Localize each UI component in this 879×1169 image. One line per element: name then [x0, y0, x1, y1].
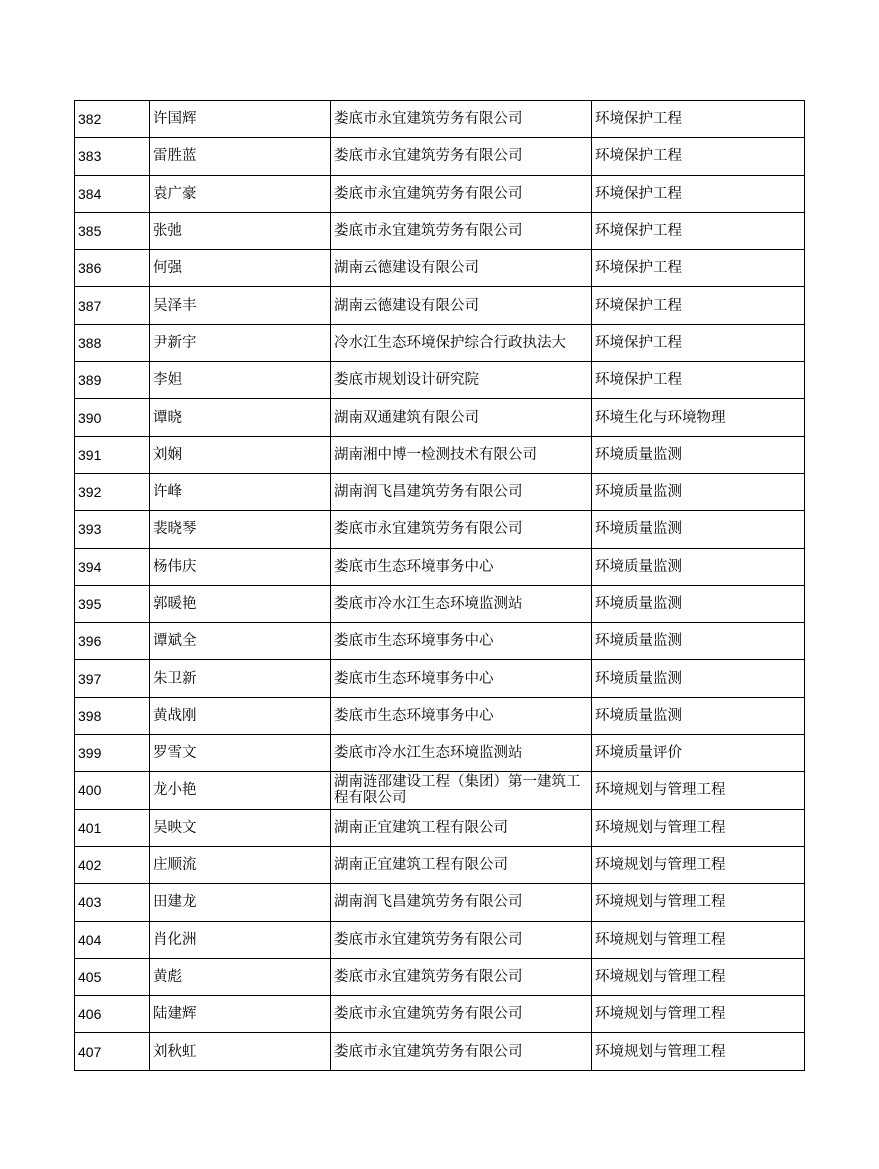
major-cell: 环境规划与管理工程	[592, 958, 805, 995]
row-number-cell: 392	[75, 473, 150, 510]
organization-cell: 娄底市永宜建筑劳务有限公司	[331, 101, 592, 138]
major-cell: 环境规划与管理工程	[592, 921, 805, 958]
organization-cell: 娄底市永宜建筑劳务有限公司	[331, 921, 592, 958]
name-cell: 吴泽丰	[150, 287, 331, 324]
major-cell: 环境保护工程	[592, 250, 805, 287]
major-cell: 环境质量监测	[592, 585, 805, 622]
organization-cell: 冷水江生态环境保护综合行政执法大	[331, 324, 592, 361]
roster-table	[74, 100, 805, 1071]
name-cell: 尹新宇	[150, 324, 331, 361]
row-number-cell: 398	[75, 697, 150, 734]
major-cell: 环境规划与管理工程	[592, 809, 805, 846]
major-cell: 环境生化与环境物理	[592, 399, 805, 436]
organization-cell: 娄底市永宜建筑劳务有限公司	[331, 175, 592, 212]
major-cell: 环境规划与管理工程	[592, 772, 805, 809]
organization-cell: 娄底市冷水江生态环境监测站	[331, 735, 592, 772]
name-cell: 刘秋虹	[150, 1033, 331, 1070]
table-row	[75, 362, 805, 399]
row-number-cell: 389	[75, 362, 150, 399]
organization-cell: 湖南润飞昌建筑劳务有限公司	[331, 473, 592, 510]
major-cell: 环境质量监测	[592, 436, 805, 473]
organization-cell: 湖南双通建筑有限公司	[331, 399, 592, 436]
name-cell: 罗雪文	[150, 735, 331, 772]
table-row	[75, 436, 805, 473]
major-cell: 环境规划与管理工程	[592, 846, 805, 883]
organization-cell: 娄底市生态环境事务中心	[331, 623, 592, 660]
table-row	[75, 697, 805, 734]
table-row	[75, 884, 805, 921]
major-cell: 环境质量监测	[592, 548, 805, 585]
name-cell: 谭晓	[150, 399, 331, 436]
row-number-cell: 407	[75, 1033, 150, 1070]
table-row	[75, 250, 805, 287]
table-row	[75, 996, 805, 1033]
name-cell: 许国辉	[150, 101, 331, 138]
organization-cell: 娄底市冷水江生态环境监测站	[331, 585, 592, 622]
name-cell: 郭暖艳	[150, 585, 331, 622]
table-row	[75, 921, 805, 958]
row-number-cell: 394	[75, 548, 150, 585]
row-number-cell: 385	[75, 212, 150, 249]
name-cell: 庄顺流	[150, 846, 331, 883]
organization-cell: 娄底市永宜建筑劳务有限公司	[331, 958, 592, 995]
table-row	[75, 138, 805, 175]
organization-cell: 湖南湘中博一检测技术有限公司	[331, 436, 592, 473]
row-number-cell: 399	[75, 735, 150, 772]
table-row	[75, 175, 805, 212]
major-cell: 环境质量监测	[592, 623, 805, 660]
row-number-cell: 401	[75, 809, 150, 846]
organization-cell: 湖南正宜建筑工程有限公司	[331, 809, 592, 846]
major-cell: 环境保护工程	[592, 175, 805, 212]
organization-cell: 湖南润飞昌建筑劳务有限公司	[331, 884, 592, 921]
table-row	[75, 958, 805, 995]
organization-cell: 娄底市生态环境事务中心	[331, 548, 592, 585]
row-number-cell: 396	[75, 623, 150, 660]
organization-cell: 娄底市永宜建筑劳务有限公司	[331, 511, 592, 548]
name-cell: 田建龙	[150, 884, 331, 921]
name-cell: 朱卫新	[150, 660, 331, 697]
table-row	[75, 660, 805, 697]
table-row	[75, 473, 805, 510]
name-cell: 张弛	[150, 212, 331, 249]
major-cell: 环境保护工程	[592, 324, 805, 361]
organization-cell: 娄底市规划设计研究院	[331, 362, 592, 399]
table-row	[75, 735, 805, 772]
name-cell: 裴晓琴	[150, 511, 331, 548]
major-cell: 环境保护工程	[592, 212, 805, 249]
table-row	[75, 287, 805, 324]
organization-cell: 娄底市永宜建筑劳务有限公司	[331, 1033, 592, 1070]
name-cell: 吴映文	[150, 809, 331, 846]
name-cell: 何强	[150, 250, 331, 287]
row-number-cell: 395	[75, 585, 150, 622]
name-cell: 肖化洲	[150, 921, 331, 958]
organization-cell: 娄底市永宜建筑劳务有限公司	[331, 996, 592, 1033]
row-number-cell: 404	[75, 921, 150, 958]
major-cell: 环境规划与管理工程	[592, 1033, 805, 1070]
organization-cell: 湖南涟邵建设工程（集团）第一建筑工程有限公司	[331, 772, 592, 809]
row-number-cell: 390	[75, 399, 150, 436]
table-row	[75, 399, 805, 436]
major-cell: 环境质量评价	[592, 735, 805, 772]
table-row	[75, 548, 805, 585]
name-cell: 龙小艳	[150, 772, 331, 809]
row-number-cell: 400	[75, 772, 150, 809]
row-number-cell: 383	[75, 138, 150, 175]
major-cell: 环境规划与管理工程	[592, 884, 805, 921]
name-cell: 雷胜蓝	[150, 138, 331, 175]
table-row	[75, 324, 805, 361]
table-row	[75, 846, 805, 883]
major-cell: 环境质量监测	[592, 660, 805, 697]
major-cell: 环境质量监测	[592, 473, 805, 510]
name-cell: 黄彪	[150, 958, 331, 995]
row-number-cell: 403	[75, 884, 150, 921]
row-number-cell: 382	[75, 101, 150, 138]
organization-cell: 湖南正宜建筑工程有限公司	[331, 846, 592, 883]
row-number-cell: 397	[75, 660, 150, 697]
row-number-cell: 393	[75, 511, 150, 548]
major-cell: 环境质量监测	[592, 697, 805, 734]
table-row	[75, 809, 805, 846]
row-number-cell: 402	[75, 846, 150, 883]
major-cell: 环境保护工程	[592, 138, 805, 175]
major-cell: 环境保护工程	[592, 287, 805, 324]
major-cell: 环境保护工程	[592, 362, 805, 399]
table-row	[75, 1033, 805, 1070]
name-cell: 刘娴	[150, 436, 331, 473]
table-row	[75, 101, 805, 138]
name-cell: 陆建辉	[150, 996, 331, 1033]
row-number-cell: 384	[75, 175, 150, 212]
table-row	[75, 772, 805, 809]
row-number-cell: 387	[75, 287, 150, 324]
major-cell: 环境规划与管理工程	[592, 996, 805, 1033]
row-number-cell: 405	[75, 958, 150, 995]
organization-cell: 湖南云德建设有限公司	[331, 287, 592, 324]
row-number-cell: 386	[75, 250, 150, 287]
row-number-cell: 388	[75, 324, 150, 361]
name-cell: 杨伟庆	[150, 548, 331, 585]
organization-cell: 娄底市生态环境事务中心	[331, 697, 592, 734]
organization-cell: 湖南云德建设有限公司	[331, 250, 592, 287]
name-cell: 李妲	[150, 362, 331, 399]
name-cell: 黄战刚	[150, 697, 331, 734]
table-row	[75, 623, 805, 660]
name-cell: 许峰	[150, 473, 331, 510]
name-cell: 谭斌全	[150, 623, 331, 660]
row-number-cell: 391	[75, 436, 150, 473]
roster-body	[75, 101, 805, 1071]
table-row	[75, 511, 805, 548]
name-cell: 袁广豪	[150, 175, 331, 212]
organization-cell: 娄底市永宜建筑劳务有限公司	[331, 138, 592, 175]
table-row	[75, 212, 805, 249]
organization-cell: 娄底市生态环境事务中心	[331, 660, 592, 697]
organization-cell: 娄底市永宜建筑劳务有限公司	[331, 212, 592, 249]
table-row	[75, 585, 805, 622]
major-cell: 环境保护工程	[592, 101, 805, 138]
major-cell: 环境质量监测	[592, 511, 805, 548]
row-number-cell: 406	[75, 996, 150, 1033]
